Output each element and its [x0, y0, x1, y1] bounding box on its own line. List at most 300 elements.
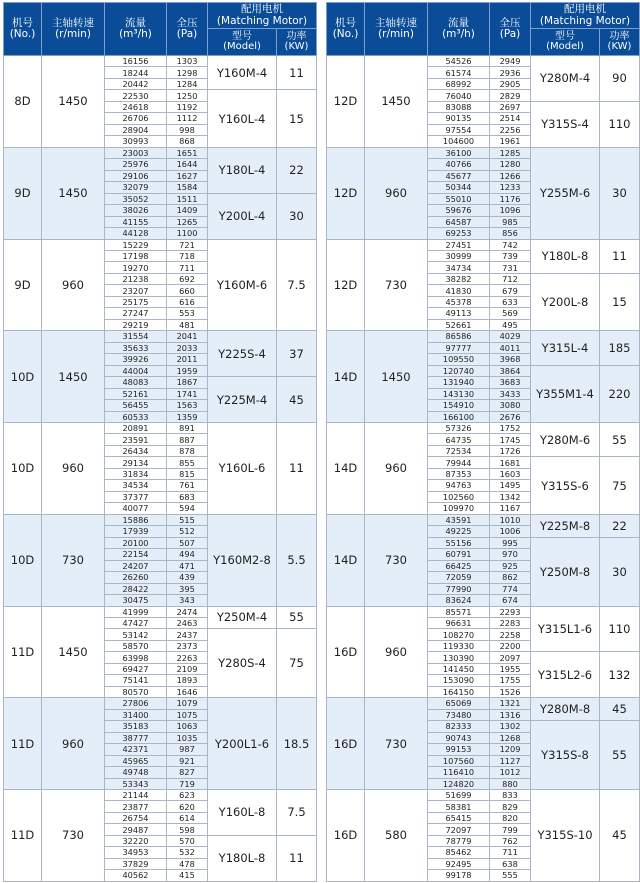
flow-value: 143130 [428, 388, 490, 399]
flow-value: 27247 [105, 308, 167, 319]
flow-value: 41830 [428, 285, 490, 296]
pressure-value: 820 [490, 812, 531, 823]
pressure-value: 1006 [490, 526, 531, 537]
pressure-value: 868 [167, 136, 208, 147]
motor-power: 132 [600, 652, 640, 698]
pressure-value: 660 [167, 285, 208, 296]
header-motor-model: 型号 (Model) [208, 29, 277, 56]
flow-value: 26260 [105, 572, 167, 583]
pressure-value: 970 [490, 549, 531, 560]
flow-value: 99178 [428, 870, 490, 881]
motor-model: Y160M-4 [208, 56, 277, 90]
flow-value: 58570 [105, 640, 167, 651]
motor-model: Y200L1-6 [208, 698, 277, 790]
pressure-value: 569 [490, 308, 531, 319]
spindle-speed: 960 [365, 423, 428, 515]
pressure-value: 1409 [167, 205, 208, 216]
pressure-value: 1298 [167, 67, 208, 78]
fan-model-no: 10D [4, 423, 42, 515]
fan-model-no: 8D [4, 56, 42, 148]
pressure-value: 620 [167, 801, 208, 812]
pressure-value: 2474 [167, 606, 208, 617]
pressure-value: 1867 [167, 377, 208, 388]
flow-value: 153090 [428, 675, 490, 686]
flow-value: 154910 [428, 400, 490, 411]
pressure-value: 2033 [167, 342, 208, 353]
pressure-value: 638 [490, 858, 531, 869]
flow-value: 17198 [105, 250, 167, 261]
motor-model: Y315S-8 [531, 721, 600, 790]
fan-model-no: 9D [4, 239, 42, 331]
flow-value: 44004 [105, 365, 167, 376]
motor-model: Y160L-4 [208, 90, 277, 147]
flow-value: 32220 [105, 835, 167, 846]
flow-value: 47427 [105, 617, 167, 628]
motor-power: 7.5 [277, 239, 317, 331]
pressure-value: 1745 [490, 434, 531, 445]
fan-model-no: 16D [327, 698, 365, 790]
flow-value: 83624 [428, 595, 490, 606]
motor-model: Y280S-4 [208, 629, 277, 698]
flow-value: 119330 [428, 640, 490, 651]
table-header [4, 3, 317, 56]
flow-value: 49113 [428, 308, 490, 319]
pressure-value: 891 [167, 423, 208, 434]
pressure-value: 1959 [167, 365, 208, 376]
pressure-value: 1646 [167, 686, 208, 697]
spindle-speed: 580 [365, 790, 428, 882]
pressure-value: 4011 [490, 342, 531, 353]
pressure-value: 721 [167, 239, 208, 250]
flow-value: 19270 [105, 262, 167, 273]
pressure-value: 2697 [490, 101, 531, 112]
motor-power: 30 [277, 193, 317, 239]
pressure-value: 998 [167, 124, 208, 135]
motor-power: 22 [600, 514, 640, 537]
header-pressure: 全压 (Pa) [167, 3, 208, 56]
motor-power: 37 [277, 331, 317, 377]
pressure-value: 594 [167, 503, 208, 514]
flow-value: 27806 [105, 698, 167, 709]
motor-power: 220 [600, 365, 640, 422]
pressure-value: 1112 [167, 113, 208, 124]
flow-value: 31400 [105, 709, 167, 720]
pressure-value: 614 [167, 812, 208, 823]
flow-value: 36100 [428, 147, 490, 158]
flow-value: 31554 [105, 331, 167, 342]
flow-value: 29219 [105, 319, 167, 330]
flow-value: 25976 [105, 159, 167, 170]
spindle-speed: 960 [42, 698, 105, 790]
motor-power: 55 [600, 423, 640, 457]
flow-value: 97777 [428, 342, 490, 353]
pressure-value: 553 [167, 308, 208, 319]
pressure-value: 1063 [167, 721, 208, 732]
pressure-value: 494 [167, 549, 208, 560]
fan-model-no: 10D [4, 514, 42, 606]
motor-power: 11 [277, 56, 317, 90]
pressure-value: 512 [167, 526, 208, 537]
table-row [4, 423, 317, 434]
motor-model: Y225M-8 [531, 514, 600, 537]
fan-model-no: 12D [327, 147, 365, 239]
flow-value: 97554 [428, 124, 490, 135]
spindle-speed: 730 [42, 514, 105, 606]
motor-power: 15 [277, 90, 317, 147]
flow-value: 15229 [105, 239, 167, 250]
motor-power: 7.5 [277, 790, 317, 836]
pressure-value: 1961 [490, 136, 531, 147]
flow-value: 116410 [428, 767, 490, 778]
fan-model-no: 14D [327, 331, 365, 423]
table-row [4, 698, 317, 709]
pressure-value: 829 [490, 801, 531, 812]
pressure-value: 925 [490, 560, 531, 571]
pressure-value: 1651 [167, 147, 208, 158]
flow-value: 120740 [428, 365, 490, 376]
motor-model: Y160M-6 [208, 239, 277, 331]
table-row [327, 790, 640, 801]
pressure-value: 2097 [490, 652, 531, 663]
pressure-value: 555 [490, 870, 531, 881]
flow-value: 45378 [428, 296, 490, 307]
pressure-value: 1176 [490, 193, 531, 204]
pressure-value: 1075 [167, 709, 208, 720]
pressure-value: 674 [490, 595, 531, 606]
flow-value: 49748 [105, 767, 167, 778]
spindle-speed: 730 [365, 514, 428, 606]
header-model-no: 机号 (No.) [327, 3, 365, 56]
motor-power: 5.5 [277, 514, 317, 606]
flow-value: 37829 [105, 858, 167, 869]
flow-value: 21144 [105, 790, 167, 801]
motor-power: 11 [277, 835, 317, 881]
table-row [327, 147, 640, 158]
pressure-value: 2200 [490, 640, 531, 651]
flow-value: 30999 [428, 250, 490, 261]
pressure-value: 878 [167, 445, 208, 456]
flow-value: 37377 [105, 491, 167, 502]
pressure-value: 1280 [490, 159, 531, 170]
motor-model: Y180L-8 [531, 239, 600, 273]
table-row [327, 514, 640, 525]
pressure-value: 2829 [490, 90, 531, 101]
pressure-value: 711 [167, 262, 208, 273]
flow-value: 65415 [428, 812, 490, 823]
table-header [327, 3, 640, 56]
table-row [4, 147, 317, 158]
flow-value: 124820 [428, 778, 490, 789]
pressure-value: 1285 [490, 147, 531, 158]
flow-value: 51699 [428, 790, 490, 801]
motor-model: Y280M-6 [531, 423, 600, 457]
flow-value: 15886 [105, 514, 167, 525]
flow-value: 34534 [105, 480, 167, 491]
flow-value: 45965 [105, 755, 167, 766]
pressure-value: 739 [490, 250, 531, 261]
pressure-value: 880 [490, 778, 531, 789]
flow-value: 90135 [428, 113, 490, 124]
flow-value: 23591 [105, 434, 167, 445]
pressure-value: 712 [490, 273, 531, 284]
flow-value: 86586 [428, 331, 490, 342]
flow-value: 26706 [105, 113, 167, 124]
motor-model: Y180L-8 [208, 835, 277, 881]
pressure-value: 1359 [167, 411, 208, 422]
flow-value: 48083 [105, 377, 167, 388]
pressure-value: 2109 [167, 663, 208, 674]
flow-value: 99153 [428, 744, 490, 755]
pressure-value: 415 [167, 870, 208, 881]
motor-model: Y280M-8 [531, 698, 600, 721]
flow-value: 107560 [428, 755, 490, 766]
motor-model: Y250M-4 [208, 606, 277, 629]
spindle-speed: 960 [42, 423, 105, 515]
flow-value: 22530 [105, 90, 167, 101]
flow-value: 72534 [428, 445, 490, 456]
motor-model: Y250M-8 [531, 537, 600, 606]
flow-value: 108270 [428, 629, 490, 640]
motor-power: 110 [600, 101, 640, 147]
flow-value: 63998 [105, 652, 167, 663]
motor-power: 55 [600, 721, 640, 790]
fan-model-no: 12D [327, 56, 365, 148]
pressure-value: 731 [490, 262, 531, 273]
motor-power: 30 [600, 537, 640, 606]
flow-value: 28904 [105, 124, 167, 135]
flow-value: 57326 [428, 423, 490, 434]
flow-value: 34953 [105, 847, 167, 858]
pressure-value: 1627 [167, 170, 208, 181]
flow-value: 30993 [105, 136, 167, 147]
table-row [4, 56, 317, 67]
flow-value: 53343 [105, 778, 167, 789]
pressure-value: 343 [167, 595, 208, 606]
flow-value: 22154 [105, 549, 167, 560]
flow-value: 109970 [428, 503, 490, 514]
pressure-value: 2514 [490, 113, 531, 124]
table-row [327, 56, 640, 67]
pressure-value: 2905 [490, 78, 531, 89]
motor-power: 45 [600, 790, 640, 882]
motor-power: 75 [277, 629, 317, 698]
pressure-value: 633 [490, 296, 531, 307]
pressure-value: 1010 [490, 514, 531, 525]
pressure-value: 1955 [490, 663, 531, 674]
pressure-value: 762 [490, 835, 531, 846]
pressure-value: 887 [167, 434, 208, 445]
pressure-value: 1681 [490, 457, 531, 468]
flow-value: 104600 [428, 136, 490, 147]
table-row [4, 606, 317, 617]
motor-model: Y160L-6 [208, 423, 277, 515]
fan-model-no: 14D [327, 423, 365, 515]
header-matching-motor: 配用电机 (Matching Motor) [208, 3, 317, 29]
pressure-value: 1284 [167, 78, 208, 89]
flow-value: 28422 [105, 583, 167, 594]
pressure-value: 742 [490, 239, 531, 250]
flow-value: 29487 [105, 824, 167, 835]
flow-value: 20891 [105, 423, 167, 434]
motor-model: Y200L-4 [208, 193, 277, 239]
motor-power: 185 [600, 331, 640, 365]
flow-value: 58381 [428, 801, 490, 812]
pressure-value: 507 [167, 537, 208, 548]
motor-power: 30 [600, 147, 640, 239]
pressure-value: 1035 [167, 732, 208, 743]
spindle-speed: 730 [365, 698, 428, 790]
spindle-speed: 1450 [42, 331, 105, 423]
pressure-value: 570 [167, 835, 208, 846]
flow-value: 166100 [428, 411, 490, 422]
fan-model-no: 11D [4, 698, 42, 790]
pressure-value: 1268 [490, 732, 531, 743]
motor-power: 45 [600, 698, 640, 721]
flow-value: 85571 [428, 606, 490, 617]
fan-model-no: 10D [4, 331, 42, 423]
spindle-speed: 1450 [42, 147, 105, 239]
table-row [4, 331, 317, 342]
motor-model: Y315S-6 [531, 457, 600, 514]
pressure-value: 1584 [167, 182, 208, 193]
spindle-speed: 960 [365, 147, 428, 239]
flow-value: 24618 [105, 101, 167, 112]
pressure-value: 2936 [490, 67, 531, 78]
header-pressure: 全压 (Pa) [490, 3, 531, 56]
flow-value: 44128 [105, 228, 167, 239]
pressure-value: 1302 [490, 721, 531, 732]
flow-value: 35183 [105, 721, 167, 732]
pressure-value: 1233 [490, 182, 531, 193]
motor-model: Y225M-4 [208, 377, 277, 423]
flow-value: 39926 [105, 354, 167, 365]
motor-power: 11 [277, 423, 317, 515]
pressure-value: 985 [490, 216, 531, 227]
header-motor-power: 功率 (KW) [277, 29, 317, 56]
motor-power: 15 [600, 273, 640, 330]
fan-model-no: 16D [327, 790, 365, 882]
table-row [327, 239, 640, 250]
header-matching-motor: 配用电机 (Matching Motor) [531, 3, 640, 29]
flow-value: 164150 [428, 686, 490, 697]
pressure-value: 1265 [167, 216, 208, 227]
motor-model: Y200L-8 [531, 273, 600, 330]
flow-value: 83088 [428, 101, 490, 112]
pressure-value: 2463 [167, 617, 208, 628]
pressure-value: 3683 [490, 377, 531, 388]
flow-value: 59676 [428, 205, 490, 216]
header-flow: 流量 (m³/h) [105, 3, 167, 56]
flow-value: 65069 [428, 698, 490, 709]
pressure-value: 995 [490, 537, 531, 548]
flow-value: 20100 [105, 537, 167, 548]
flow-value: 17939 [105, 526, 167, 537]
flow-value: 82333 [428, 721, 490, 732]
motor-power: 75 [600, 457, 640, 514]
flow-value: 73480 [428, 709, 490, 720]
pressure-value: 718 [167, 250, 208, 261]
flow-value: 79944 [428, 457, 490, 468]
fan-model-no: 11D [4, 606, 42, 698]
pressure-value: 2258 [490, 629, 531, 640]
flow-value: 35052 [105, 193, 167, 204]
flow-value: 38777 [105, 732, 167, 743]
flow-value: 96631 [428, 617, 490, 628]
motor-power: 18.5 [277, 698, 317, 790]
flow-value: 27451 [428, 239, 490, 250]
pressure-value: 598 [167, 824, 208, 835]
flow-value: 41155 [105, 216, 167, 227]
flow-value: 94763 [428, 480, 490, 491]
flow-value: 77990 [428, 583, 490, 594]
flow-value: 43591 [428, 514, 490, 525]
flow-value: 23877 [105, 801, 167, 812]
pressure-value: 2437 [167, 629, 208, 640]
flow-value: 64735 [428, 434, 490, 445]
spindle-speed: 730 [42, 790, 105, 882]
flow-value: 52161 [105, 388, 167, 399]
pressure-value: 1741 [167, 388, 208, 399]
motor-model: Y255M-6 [531, 147, 600, 239]
motor-model: Y315L1-6 [531, 606, 600, 652]
pressure-value: 532 [167, 847, 208, 858]
flow-value: 23207 [105, 285, 167, 296]
flow-value: 54526 [428, 56, 490, 67]
flow-value: 23003 [105, 147, 167, 158]
pressure-value: 2676 [490, 411, 531, 422]
pressure-value: 1316 [490, 709, 531, 720]
pressure-value: 1266 [490, 170, 531, 181]
pressure-value: 1209 [490, 744, 531, 755]
pressure-value: 1526 [490, 686, 531, 697]
flow-value: 69427 [105, 663, 167, 674]
pressure-value: 1755 [490, 675, 531, 686]
motor-power: 110 [600, 606, 640, 652]
table-row [4, 239, 317, 250]
pressure-value: 856 [490, 228, 531, 239]
pressure-value: 833 [490, 790, 531, 801]
pressure-value: 1495 [490, 480, 531, 491]
pressure-value: 481 [167, 319, 208, 330]
flow-value: 41999 [105, 606, 167, 617]
flow-value: 26754 [105, 812, 167, 823]
motor-model: Y315S-10 [531, 790, 600, 882]
pressure-value: 3080 [490, 400, 531, 411]
motor-power: 90 [600, 56, 640, 102]
pressure-value: 2949 [490, 56, 531, 67]
flow-value: 56455 [105, 400, 167, 411]
spindle-speed: 1450 [365, 56, 428, 148]
flow-value: 61574 [428, 67, 490, 78]
pressure-value: 774 [490, 583, 531, 594]
flow-value: 42371 [105, 744, 167, 755]
flow-value: 72097 [428, 824, 490, 835]
flow-value: 131940 [428, 377, 490, 388]
header-speed: 主轴转速 (r/min) [42, 3, 105, 56]
fan-model-no: 9D [4, 147, 42, 239]
pressure-value: 827 [167, 767, 208, 778]
pressure-value: 1726 [490, 445, 531, 456]
pressure-value: 616 [167, 296, 208, 307]
table-row [327, 331, 640, 342]
pressure-value: 761 [167, 480, 208, 491]
table-row [327, 698, 640, 709]
flow-value: 72059 [428, 572, 490, 583]
pressure-value: 683 [167, 491, 208, 502]
pressure-value: 679 [490, 285, 531, 296]
motor-model: Y225S-4 [208, 331, 277, 377]
pressure-value: 2041 [167, 331, 208, 342]
